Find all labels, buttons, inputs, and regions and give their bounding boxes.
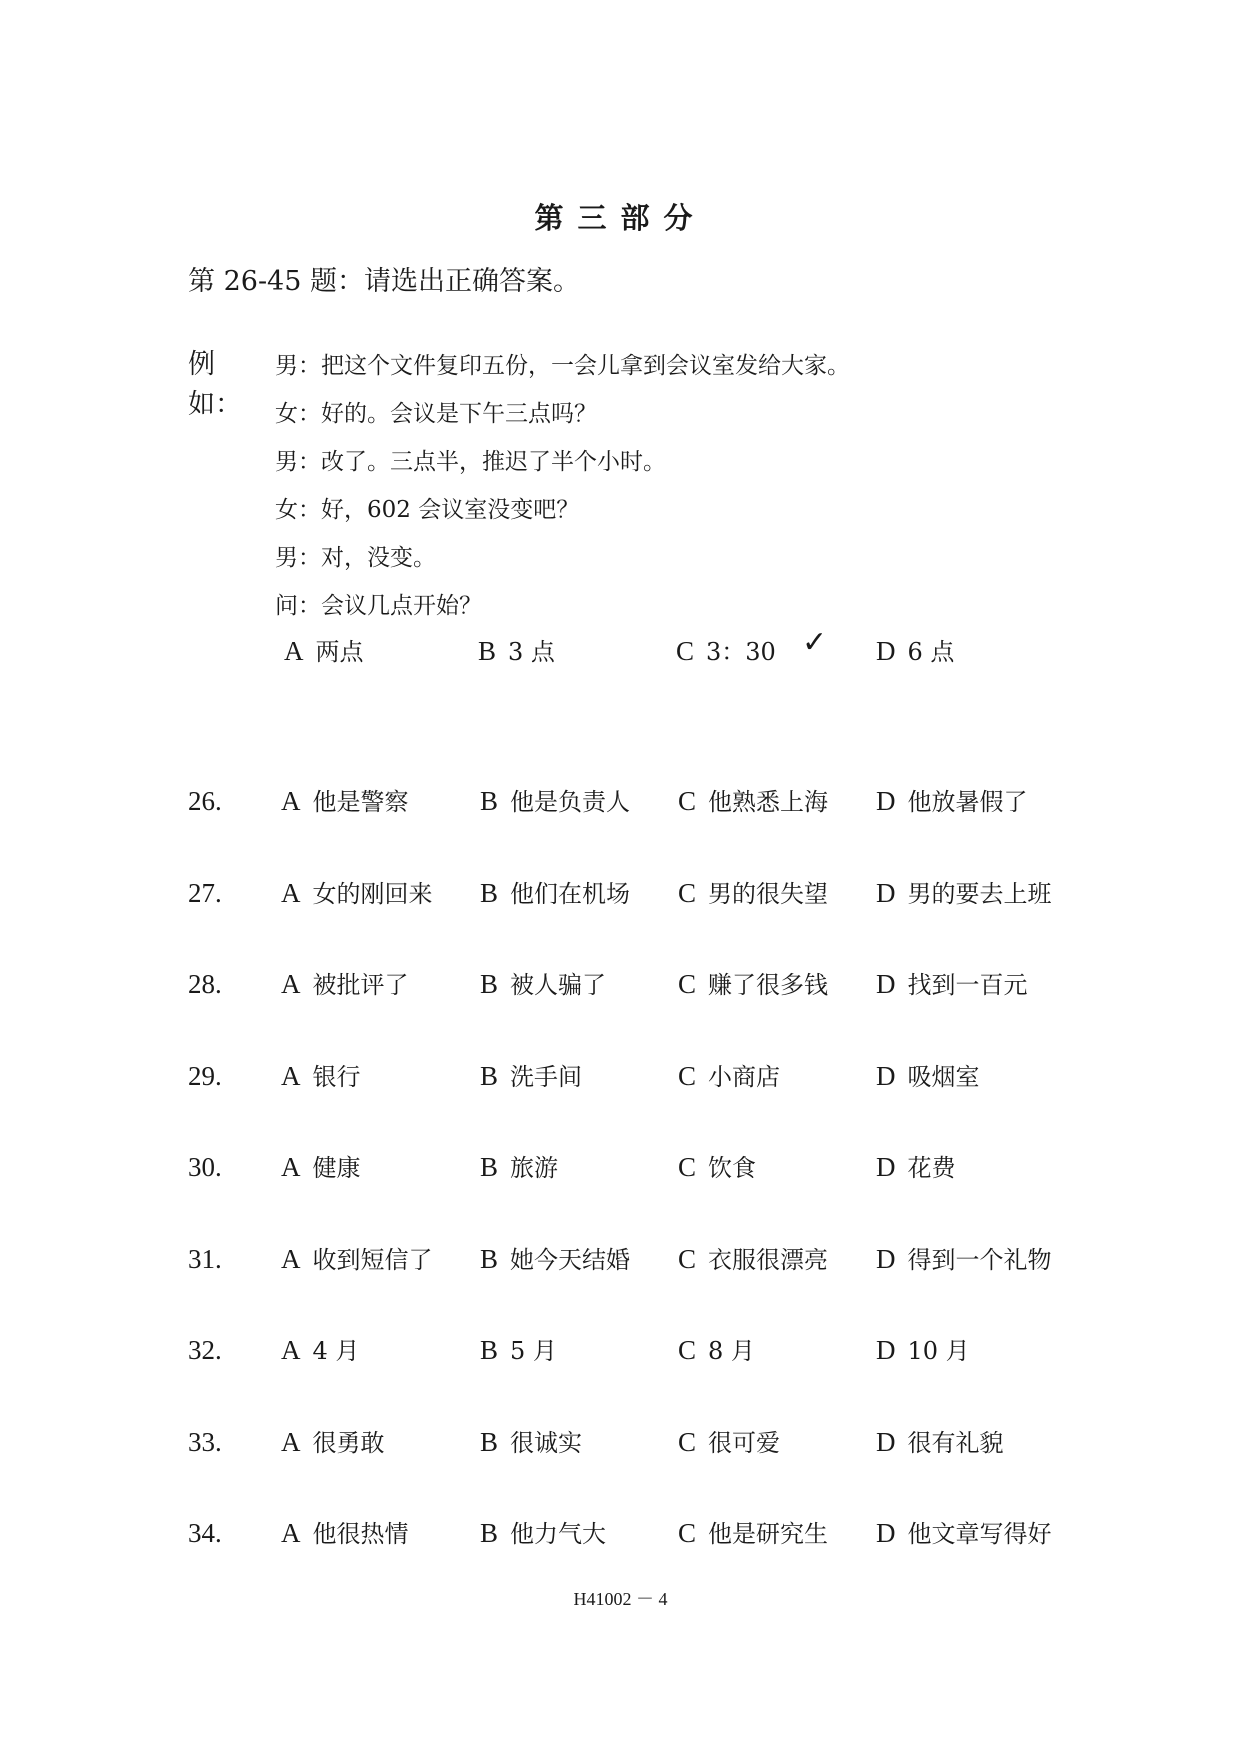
option-text: 两点	[315, 638, 364, 666]
option-text: 很可爱	[708, 1429, 781, 1457]
option-c[interactable]	[678, 1146, 756, 1189]
option-text: 6 点	[907, 638, 955, 666]
option-a[interactable]	[281, 780, 409, 823]
option-c[interactable]	[678, 780, 828, 823]
option-letter: D	[876, 1427, 896, 1457]
option-b[interactable]	[480, 780, 630, 823]
option-letter: C	[678, 878, 697, 908]
option-c[interactable]	[678, 963, 828, 1006]
option-d[interactable]	[876, 1146, 956, 1189]
question-row	[188, 1146, 1088, 1188]
option-text: 衣服很漂亮	[708, 1246, 829, 1274]
option-a[interactable]	[281, 1238, 433, 1281]
option-b[interactable]	[480, 1238, 630, 1281]
question-number: 30.	[188, 1152, 222, 1182]
option-letter: A	[281, 1244, 301, 1274]
option-c[interactable]	[678, 1055, 780, 1098]
option-a[interactable]	[281, 963, 409, 1006]
option-text: 健康	[312, 1154, 361, 1182]
option-letter: D	[876, 878, 896, 908]
option-c[interactable]	[678, 1512, 828, 1555]
option-b[interactable]	[480, 963, 606, 1006]
option-c[interactable]	[678, 872, 828, 915]
question-row	[188, 1238, 1088, 1280]
question-row	[188, 780, 1088, 822]
option-text: 被批评了	[312, 971, 409, 999]
option-text: 她今天结婚	[510, 1246, 631, 1274]
dialogue-line: 女：好，602 会议室没变吧？	[275, 497, 580, 523]
option-letter: C	[678, 1061, 697, 1091]
option-d[interactable]	[876, 1512, 1052, 1555]
option-text: 男的要去上班	[907, 880, 1052, 908]
option-c[interactable]	[678, 1329, 755, 1372]
option-text: 他是警察	[312, 788, 409, 816]
option-text: 他放暑假了	[907, 788, 1028, 816]
option-text: 女的刚回来	[312, 880, 433, 908]
option-d[interactable]	[876, 1421, 1004, 1464]
option-letter: C	[678, 1244, 697, 1274]
option-c[interactable]	[678, 1238, 828, 1281]
option-letter: A	[281, 1518, 301, 1548]
example-option-a	[284, 633, 364, 670]
dialogue-line: 男：对，没变。	[275, 545, 436, 571]
option-d[interactable]	[876, 780, 1028, 823]
option-text: 很勇敢	[312, 1429, 385, 1457]
option-letter: B	[480, 786, 499, 816]
option-d[interactable]	[876, 1238, 1052, 1281]
question-number: 33.	[188, 1427, 222, 1457]
option-letter: D	[876, 1152, 896, 1182]
option-letter: A	[281, 786, 301, 816]
example-option-c	[676, 633, 776, 670]
instruction: 第 26-45 题：请选出正确答案。	[188, 266, 581, 297]
option-a[interactable]	[281, 1146, 361, 1189]
option-d[interactable]	[876, 1329, 970, 1372]
option-letter: B	[480, 1152, 499, 1182]
option-text: 他文章写得好	[907, 1520, 1052, 1548]
option-text: 收到短信了	[312, 1246, 433, 1274]
option-text: 10 月	[907, 1337, 970, 1365]
option-text: 他熟悉上海	[708, 788, 829, 816]
section-title: 第三部分	[534, 201, 707, 235]
option-b[interactable]	[480, 1329, 557, 1372]
option-text: 5 月	[510, 1337, 557, 1365]
option-text: 很有礼貌	[907, 1429, 1004, 1457]
option-letter: D	[876, 636, 896, 666]
option-text: 吸烟室	[907, 1063, 980, 1091]
example-option-b	[478, 633, 555, 670]
question-row	[188, 1055, 1088, 1097]
option-letter: B	[480, 878, 499, 908]
option-letter: A	[281, 1061, 301, 1091]
option-letter: B	[480, 1427, 499, 1457]
option-text: 他是负责人	[510, 788, 631, 816]
option-letter: C	[678, 1518, 697, 1548]
option-text: 4 月	[312, 1337, 360, 1365]
option-b[interactable]	[480, 1421, 582, 1464]
option-b[interactable]	[480, 1146, 558, 1189]
option-letter: D	[876, 1061, 896, 1091]
option-d[interactable]	[876, 963, 1028, 1006]
option-letter: B	[480, 1244, 499, 1274]
option-text: 得到一个礼物	[907, 1246, 1052, 1274]
option-a[interactable]	[281, 1421, 385, 1464]
option-a[interactable]	[281, 872, 433, 915]
option-text: 饮食	[708, 1154, 757, 1182]
question-number: 26.	[188, 786, 222, 816]
option-text: 他很热情	[312, 1520, 409, 1548]
question-number: 34.	[188, 1518, 222, 1548]
option-letter: C	[678, 786, 697, 816]
question-number: 31.	[188, 1244, 222, 1274]
dialogue-line: 女：好的。会议是下午三点吗？	[275, 401, 597, 427]
option-letter: A	[281, 969, 301, 999]
option-b[interactable]	[480, 1055, 582, 1098]
option-c[interactable]	[678, 1421, 780, 1464]
option-text: 银行	[312, 1063, 361, 1091]
option-text: 旅游	[510, 1154, 559, 1182]
option-text: 找到一百元	[907, 971, 1028, 999]
option-text: 3 点	[508, 638, 555, 666]
option-letter: C	[676, 636, 695, 666]
example-option-d	[876, 633, 954, 670]
option-letter: C	[678, 969, 697, 999]
question-row	[188, 963, 1088, 1005]
option-letter: A	[284, 636, 304, 666]
option-text: 被人骗了	[510, 971, 607, 999]
option-text: 洗手间	[510, 1063, 583, 1091]
option-letter: D	[876, 969, 896, 999]
question-number: 32.	[188, 1335, 222, 1365]
option-letter: D	[876, 1244, 896, 1274]
question-number: 27.	[188, 878, 222, 908]
page-footer: H41002 － 4	[573, 1589, 668, 1609]
option-text: 小商店	[708, 1063, 781, 1091]
option-b[interactable]	[480, 872, 630, 915]
option-letter: A	[281, 878, 301, 908]
option-d[interactable]	[876, 872, 1052, 915]
option-text: 他是研究生	[708, 1520, 829, 1548]
option-letter: A	[281, 1427, 301, 1457]
dialogue-question: 问：会议几点开始？	[275, 593, 482, 619]
option-letter: D	[876, 786, 896, 816]
option-letter: D	[876, 1335, 896, 1365]
option-letter: C	[678, 1335, 697, 1365]
option-text: 他们在机场	[510, 880, 631, 908]
option-letter: B	[480, 969, 499, 999]
option-text: 他力气大	[510, 1520, 607, 1548]
option-letter: B	[480, 1335, 499, 1365]
option-letter: A	[281, 1335, 301, 1365]
option-letter: A	[281, 1152, 301, 1182]
check-mark-icon: ✓	[802, 625, 828, 660]
option-text: 花费	[907, 1154, 956, 1182]
question-row	[188, 1421, 1088, 1463]
option-d[interactable]	[876, 1055, 980, 1098]
option-a[interactable]	[281, 1055, 361, 1098]
question-number: 28.	[188, 969, 222, 999]
option-text: 男的很失望	[708, 880, 829, 908]
question-row	[188, 872, 1088, 914]
option-text: 赚了很多钱	[708, 971, 829, 999]
option-letter: C	[678, 1152, 697, 1182]
option-b[interactable]	[480, 1512, 606, 1555]
option-a[interactable]	[281, 1329, 359, 1372]
option-text: 3：30	[706, 638, 776, 666]
option-letter: D	[876, 1518, 896, 1548]
option-text: 8 月	[708, 1337, 755, 1365]
option-a[interactable]	[281, 1512, 409, 1555]
question-row	[188, 1512, 1088, 1554]
question-row	[188, 1329, 1088, 1371]
option-letter: C	[678, 1427, 697, 1457]
dialogue-line: 男：改了。三点半，推迟了半个小时。	[275, 449, 666, 475]
option-letter: B	[480, 1518, 499, 1548]
dialogue-line: 男：把这个文件复印五份，一会儿拿到会议室发给大家。	[275, 353, 850, 379]
option-letter: B	[478, 636, 497, 666]
example-label: 例如：	[188, 349, 242, 420]
option-letter: B	[480, 1061, 499, 1091]
option-text: 很诚实	[510, 1429, 583, 1457]
question-number: 29.	[188, 1061, 222, 1091]
